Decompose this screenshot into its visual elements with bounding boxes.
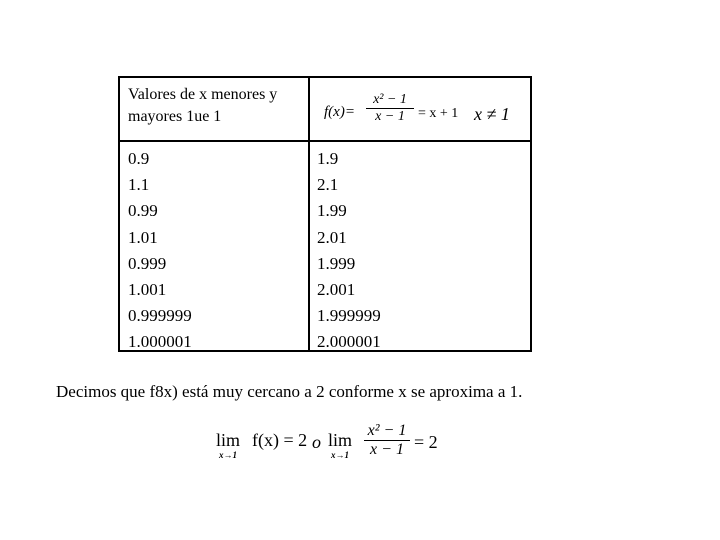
- lim-word: lim: [328, 430, 353, 450]
- left-cell: 1.000001: [128, 332, 192, 352]
- left-column: [128, 146, 192, 356]
- right-cell: 2.01: [317, 227, 347, 247]
- right-column: [317, 146, 381, 356]
- header-divider: [120, 140, 530, 142]
- lim-subscript: x→1: [219, 450, 237, 460]
- left-cell: 1.01: [128, 227, 158, 247]
- limit-expression: [216, 420, 476, 472]
- right-cell: 2.001: [317, 280, 356, 300]
- right-cell: 1.9: [317, 149, 339, 168]
- left-cell: 0.999: [128, 253, 167, 273]
- lim-subscript: x→1: [331, 450, 349, 460]
- right-cell: 2.000001: [317, 332, 381, 352]
- limit-denominator: x − 1: [370, 441, 404, 458]
- left-cell: 1.1: [128, 175, 150, 195]
- lim-word: lim: [216, 430, 241, 450]
- formula-rhs: = x + 1: [418, 106, 459, 121]
- limit-operator: [216, 430, 240, 460]
- formula-lhs: f(x)=: [324, 104, 355, 120]
- formula-denominator: x − 1: [375, 109, 405, 124]
- header-left: Valores de x menores y mayores 1ue 1: [128, 86, 278, 125]
- column-divider: [308, 78, 310, 350]
- right-cell: 2.1: [317, 175, 339, 195]
- limit-result: = 2: [414, 432, 438, 452]
- formula-condition: x ≠ 1: [474, 104, 510, 124]
- limit-numerator: x² − 1: [367, 422, 407, 439]
- limit-connector: o: [312, 432, 321, 452]
- right-cell: 1.999: [317, 253, 356, 273]
- formula-numerator: x² − 1: [373, 92, 407, 107]
- left-cell: 1.001: [128, 280, 167, 300]
- right-cell: 1.99: [317, 201, 347, 221]
- limit-operator: [328, 430, 352, 460]
- limit-fraction: [364, 422, 410, 459]
- values-table: [118, 76, 532, 352]
- left-cell: 0.9: [128, 149, 150, 168]
- conclusion-text: Decimos que f8x) está muy cercano a 2 conforme x se aproxima a 1.: [56, 382, 523, 401]
- left-cell: 0.99: [128, 201, 158, 221]
- limit-first-result: f(x) = 2: [252, 430, 308, 450]
- left-cell: 0.999999: [128, 306, 192, 326]
- right-cell: 1.999999: [317, 306, 381, 326]
- formula-fraction: [366, 92, 414, 125]
